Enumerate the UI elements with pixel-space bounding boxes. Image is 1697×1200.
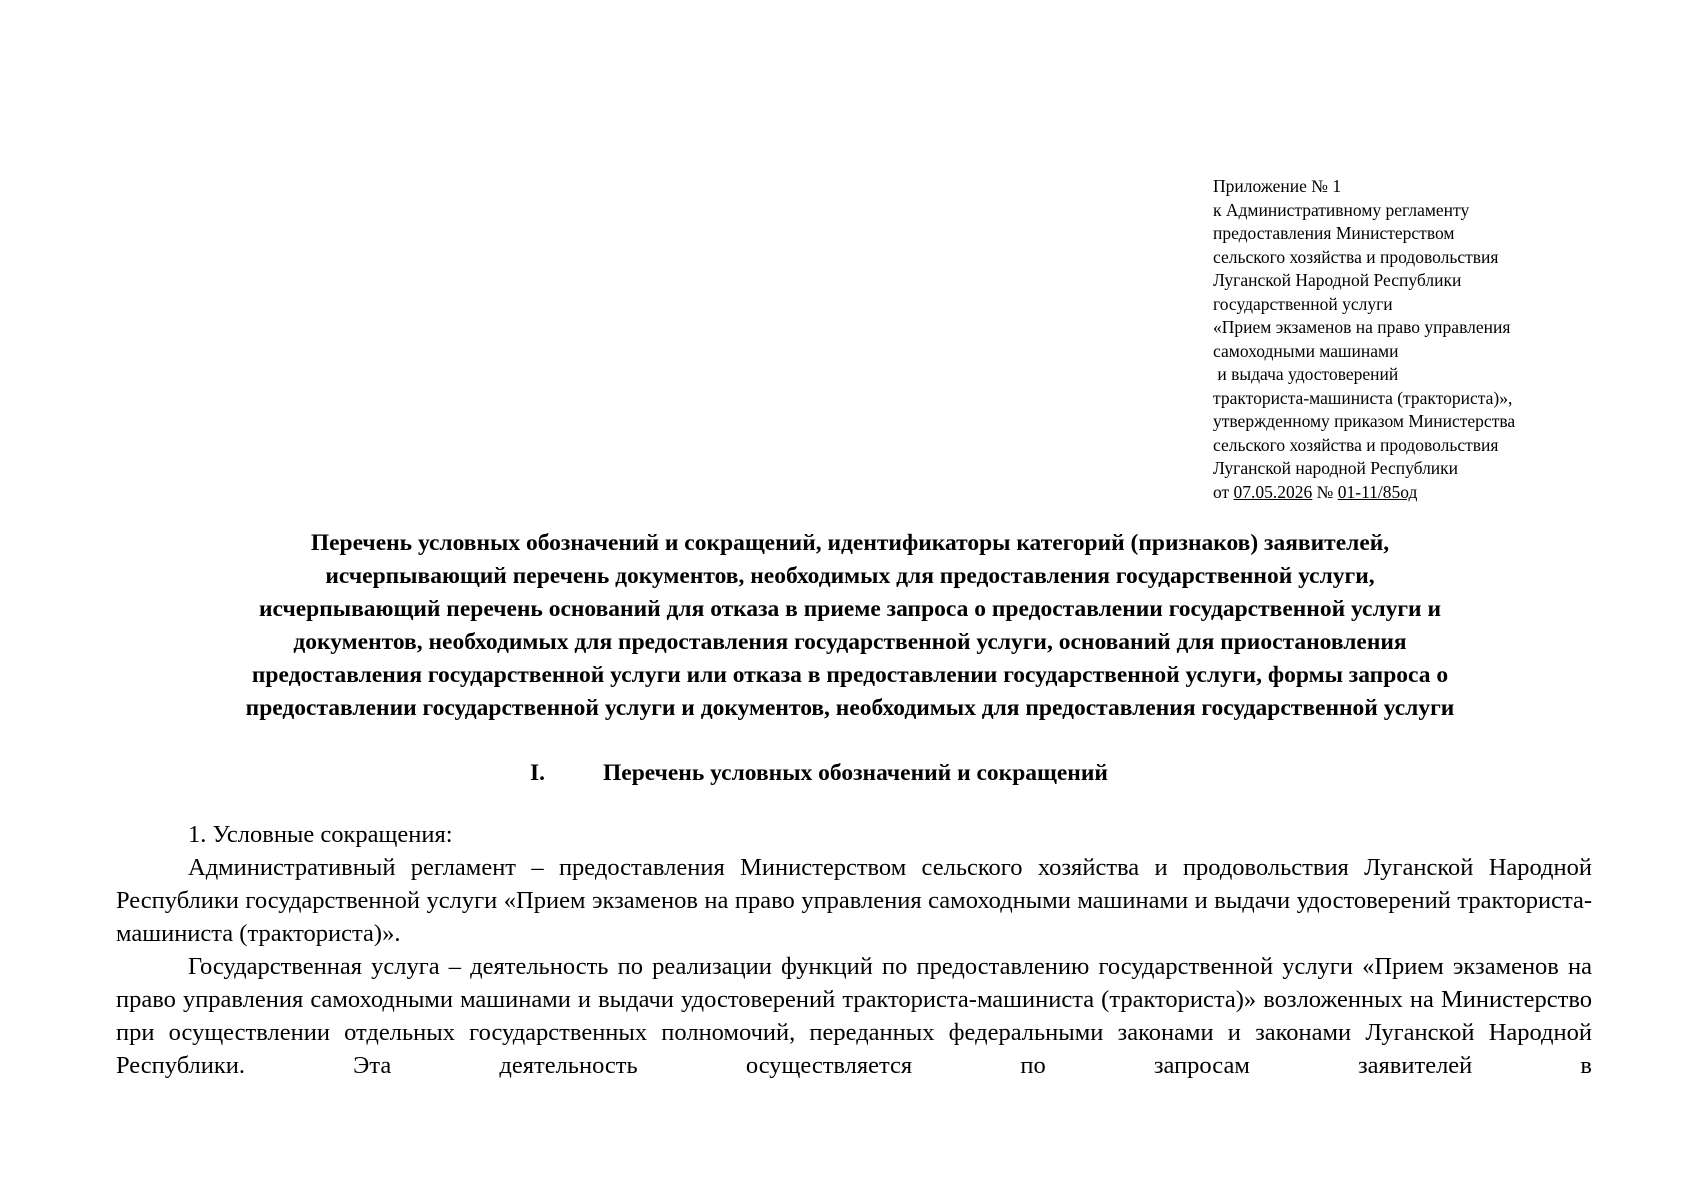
title-line: документов, необходимых для предоставления государственной услуги, оснований для приостановления — [293, 629, 1407, 655]
paragraph-state-service: Государственная услуга – деятельность по реализации функций по предоставлению государственной услуги «Прием экзаменов на право управления самоходными машинами и выдачи удостоверений тракториста-машиниста (тракториста)» возложенных на Министерство при осуществлении отдельных государственных полномочий, переданных федеральными законами и законами Луганской Народной Республики. Эта деятельность осуществляется по запросам заявителей в — [116, 953, 1592, 1079]
appendix-line: сельского хозяйства и продовольствия — [1213, 246, 1499, 267]
appendix-line: утвержденному приказом Министерства — [1213, 411, 1516, 431]
paragraph-admin-regulation: Административный регламент – предоставления Министерством сельского хозяйства и продовольствия Луганской Народной Республики государственной услуги «Прием экзаменов на право управления самоходными машинами и выдачи удостоверений тракториста-машиниста (тракториста)». — [116, 854, 1592, 947]
date-prefix: от — [1213, 481, 1234, 502]
title-line: предоставлении государственной услуги и документов, необходимых для предоставления государственной услуги — [245, 695, 1455, 721]
appendix-header — [1213, 175, 1633, 504]
appendix-line: «Прием экзаменов на право управления — [1213, 317, 1511, 337]
appendix-line: к Административному регламенту — [1213, 199, 1470, 220]
section-number: I. — [530, 760, 546, 786]
appendix-line: сельского хозяйства и продовольствия — [1213, 434, 1499, 455]
appendix-line: государственной услуги — [1213, 293, 1393, 314]
list-item-1: 1. Условные сокращения: — [188, 821, 453, 848]
appendix-line: и выдача удостоверений — [1213, 364, 1399, 384]
appendix-line: самоходными машинами — [1213, 340, 1399, 361]
title-line: Перечень условных обозначений и сокращений, идентификаторы категорий (признаков) заявителей, — [310, 530, 1390, 556]
appendix-line: предоставления Министерством — [1213, 223, 1455, 243]
title-line: предоставления государственной услуги или отказа в предоставлении государственной услуги, формы запроса о — [251, 662, 1449, 688]
section-title: Перечень условных обозначений и сокращений — [603, 760, 1108, 786]
document-body — [116, 818, 1592, 1082]
appendix-line: тракториста-машиниста (тракториста)», — [1213, 387, 1513, 408]
number-prefix: № — [1312, 481, 1338, 502]
appendix-line: Приложение № 1 — [1213, 176, 1342, 196]
order-number: 01-11/85од — [1337, 481, 1418, 502]
title-line: исчерпывающий перечень оснований для отказа в приеме запроса о предоставлении государственной услуги и — [258, 596, 1442, 622]
appendix-line: Луганской народной Республики — [1213, 458, 1459, 478]
document-title — [110, 527, 1590, 725]
order-date: 07.05.2026 — [1233, 481, 1313, 502]
appendix-date-line — [1213, 481, 1633, 505]
appendix-line: Луганской Народной Республики — [1213, 270, 1462, 290]
title-line: исчерпывающий перечень документов, необходимых для предоставления государственной услуги, — [325, 563, 1375, 589]
